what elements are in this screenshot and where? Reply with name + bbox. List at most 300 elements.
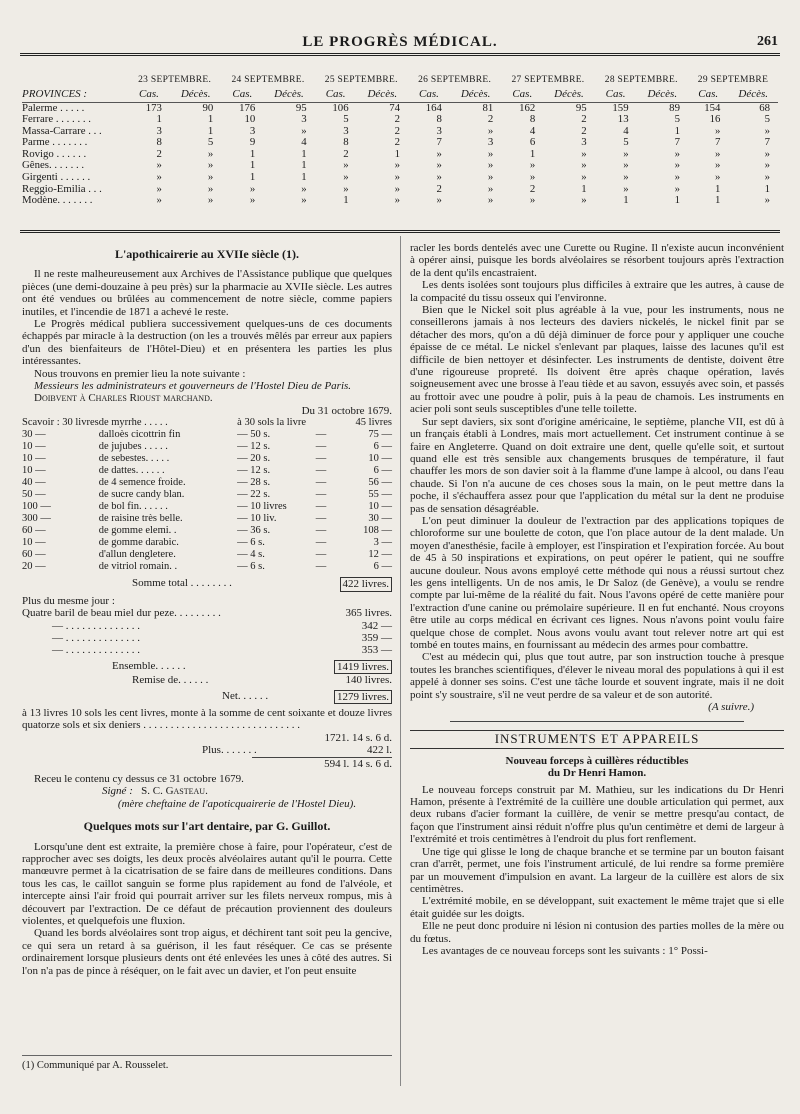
account-cell: — 6 s. [237, 561, 265, 573]
account-row [22, 441, 392, 453]
table-cell: 81 [482, 102, 494, 114]
paragraph: racler les bords dentelés avec une Curette ou Rugine. Il n'existe aucun inconvénient à opérer ainsi, puisque les bords alvéolaires se résorbent toujours après l'extraction de la dent qu'ils encastraient. [410, 242, 784, 279]
table-row [22, 195, 778, 207]
table-cell: 1 [207, 125, 214, 137]
table-cell: » [156, 183, 162, 195]
signe-label: Signé : [102, 785, 133, 798]
table-row [22, 184, 778, 196]
paragraph: Le nouveau forceps construit par M. Mathieu, sur les indications du Dr Henri Hamon, présente à l'extrémité de la cuillère une double articulation qui permet, aux deux rubans d'acier formant la cuillère, de venir se mettre presqu'au contact, de façon que l'instrument ainsi réduit n'offre plus qu'un centimètre et demi de largeur à l'extrémité et trois centimètres à l'endroit du plus fort renflement. [410, 783, 784, 846]
table-cell: 4 [529, 125, 536, 137]
net-value: 1279 livres. [334, 690, 392, 704]
account-row [22, 549, 392, 561]
paragraph: Doibvent à Charles Rioust marchand. [34, 392, 213, 405]
table-cell: » [581, 160, 587, 172]
table-cell: 2 [529, 183, 536, 195]
account-cell: de raisine très belle. [98, 513, 183, 525]
table-cell: 3 [436, 125, 442, 137]
table-cell: 4 [623, 125, 629, 137]
receipt-line: Receu le contenu cy dessus ce 31 octobre 1679. [34, 772, 244, 785]
table-cell: 8 [436, 114, 442, 126]
table-cell: » [343, 172, 349, 184]
account-cell: — [315, 513, 327, 525]
table-cell: » [207, 160, 214, 172]
table-cell: » [529, 195, 536, 207]
province-name: Gênes. . . . . . . [22, 160, 85, 172]
account-cell: de 4 semence froide. [98, 477, 186, 489]
epidemic-table [22, 74, 778, 207]
table-cell: » [623, 183, 629, 195]
table-cell: 106 [332, 102, 349, 114]
table-cell: 1 [764, 183, 770, 195]
table-cell: 1 [156, 114, 162, 126]
table-cell: » [581, 195, 587, 207]
article-title-dentaire: Quelques mots sur l'art dentaire, par G. Guillot. [83, 819, 331, 834]
miel-label: Quatre baril de beau miel dur peze. . . . . . . . . [22, 607, 221, 620]
table-cell: 164 [425, 102, 442, 114]
table-cell: 2 [156, 148, 162, 160]
remise-value: 140 livres. [345, 674, 392, 687]
amount-1: 1721. 14 s. 6 d. [324, 731, 392, 744]
account-cell: de vitriol romain. . [98, 561, 178, 573]
account-cell: 10 — [22, 537, 46, 549]
table-cell: 1 [301, 172, 307, 184]
account-cell: — 10 liv. [237, 513, 277, 525]
account-cell: 60 — [22, 549, 46, 561]
table-cell: 1 [301, 148, 307, 160]
table-cell: » [714, 160, 721, 172]
table-cell: 1 [249, 148, 256, 160]
table-cell: » [436, 195, 442, 207]
account-row [22, 561, 392, 573]
cas-header: Cas. [688, 88, 728, 102]
paragraph: Bien que le Nickel soit plus agréable à la vue, pour les instruments, nous ne conseillerons jamais à nos lecteurs des daviers nickelés, le nickel finit par se détacher des mors, qu'on a dû déjà diminuer de force pour y appliquer une couche épaisse de ce métal. Le nickel s'enlevant par plaques, laisse des lacunes qu'il est difficile de bien nettoyer et désinfecter. Les instruments de dentiste, doivent être d'une rigoureuse propreté. Ils doivent être après chaque opération, lavés soigneusement avec une brosse à l'eau tiède et au savon, essuyés avec soin, et passés au frottoir avec une poudre à polir, puis à la peau de chamois. Les instruments en acier poli sont seuls susceptibles d'une telle toilette. [410, 304, 784, 416]
account-cell [306, 417, 336, 429]
table-row [22, 160, 778, 172]
table-cell: 1 [674, 125, 680, 137]
forceps-title: Nouveau forceps à cuillères réductibles [505, 754, 689, 767]
date-header: 28 SEPTEMBRE. [604, 75, 678, 86]
account-cell: 45 livres [355, 417, 392, 429]
account-cell: 6 — [373, 465, 392, 477]
table-cell: » [623, 172, 629, 184]
account-cell: — 12 s. [237, 441, 271, 453]
province-name: Reggio-Emilia . . . [22, 183, 102, 195]
table-cell: 8 [156, 137, 162, 149]
plus-label: Plus du mesme jour : [22, 594, 115, 607]
paragraph: à 13 livres 10 sols les cent livres, monte à la somme de cent soixante et douze livres quatorze sols et six deniers . . . . . . . . . . . . . . . . . . . . . . . . . . . . . [22, 706, 392, 732]
account-table [22, 417, 392, 573]
table-cell: 1 [714, 183, 721, 195]
table-cell: » [529, 172, 536, 184]
dash-line: — . . . . . . . . . . . . . . [52, 644, 140, 657]
table-cell: » [394, 195, 400, 207]
paragraph: Nous trouvons en premier lieu la note suivante : [34, 367, 246, 380]
right-column [410, 242, 784, 957]
table-cell: » [714, 172, 721, 184]
table-cell: 3 [343, 125, 349, 137]
account-cell: — [315, 501, 327, 513]
table-cell: » [394, 183, 400, 195]
deces-header: Décès. [543, 88, 594, 102]
table-cell: 13 [617, 114, 629, 126]
table-cell: » [301, 183, 307, 195]
table-cell: 1 [714, 195, 721, 207]
table-cell: 3 [249, 125, 256, 137]
account-cell: — [315, 549, 327, 561]
account-cell: à 30 sols la livre [237, 417, 306, 429]
table-cell: 8 [343, 137, 349, 149]
account-cell: — [315, 441, 327, 453]
table-cell: 2 [394, 114, 400, 126]
table-cell: 1 [529, 148, 536, 160]
account-cell: de gomme elemi. . [98, 525, 177, 537]
page-header [20, 34, 780, 56]
account-cell: — 6 s. [237, 537, 265, 549]
table-cell: 1 [207, 114, 214, 126]
table-cell: » [764, 125, 770, 137]
account-row [22, 465, 392, 477]
table-row [22, 102, 778, 114]
table-cell: » [207, 148, 214, 160]
table-cell: 1 [394, 148, 400, 160]
table-cell: » [343, 160, 349, 172]
account-cell: de bol fin. . . . . . [98, 501, 168, 513]
account-cell: — [315, 489, 327, 501]
account-cell: — 36 s. [237, 525, 271, 537]
table-cell: 89 [669, 102, 680, 114]
forceps-author: du Dr Henri Hamon. [547, 767, 647, 780]
date-header: 26 SEPTEMBRE. [418, 75, 492, 86]
account-cell: — [315, 537, 327, 549]
table-cell: 2 [487, 114, 494, 126]
paragraph: Quand les bords alvéolaires sont trop aigus, et déchirent tant soit peu la gencive, ce qui sera un retard à sa guérison, il les faut réséquer. Ce cas se présente ordinairement lorsque plusieurs dents ont été enlevées les unes à côté des autres. Si l'on n'a pas de pince à réséquer, on le fait avec un davier, et l'on peut ensuite [22, 927, 392, 977]
paragraph: C'est au médecin qui, plus que tout autre, par son instruction touche à presque toutes les branches scientifiques, d'élever le niveau moral des populations à qui il est appelé à donner ses soins. C'est une tâche lourde et souvent ingrate, mais il ne doit point s'y soustraire, s'il ne veut perdre de sa valeur et de son autorité. [410, 651, 784, 701]
table-cell: 7 [674, 137, 680, 149]
table-cell: 1 [249, 160, 256, 172]
table-cell: 4 [301, 137, 307, 149]
article-title-apothicairerie: L'apothicairerie au XVIIe siècle (1). [114, 247, 300, 261]
account-cell: — [315, 525, 327, 537]
date-header: 29 SEPTEMBRE [697, 75, 769, 86]
signature-name: S. C. Gasteau. [141, 785, 208, 798]
table-cell: 7 [714, 137, 721, 149]
table-cell: 95 [575, 102, 587, 114]
deces-header: Décès. [450, 88, 501, 102]
table-cell: » [436, 148, 442, 160]
deces-header: Décès. [263, 88, 314, 102]
dash-line: — . . . . . . . . . . . . . . [52, 619, 140, 632]
table-cell: 2 [581, 114, 587, 126]
table-cell: 1 [301, 160, 307, 172]
table-cell: 2 [581, 125, 587, 137]
table-cell: » [714, 125, 721, 137]
table-cell: 8 [529, 114, 536, 126]
paragraph: Elle ne peut donc produire ni lésion ni contusion des parties molles de la mère ou du fœtus. [410, 920, 784, 945]
note-date: Du 31 octobre 1679. [301, 404, 392, 417]
table-cell: » [343, 183, 349, 195]
dash-line: — . . . . . . . . . . . . . . [52, 631, 140, 644]
date-header: 25 SEPTEMBRE. [324, 75, 398, 86]
account-row [22, 513, 392, 525]
table-cell: 1 [674, 195, 680, 207]
table-cell: » [623, 148, 629, 160]
account-row [22, 429, 392, 441]
table-cell: 2 [436, 183, 442, 195]
left-column [22, 242, 392, 977]
table-cell: 2 [394, 137, 400, 149]
account-row [22, 525, 392, 537]
table-cell: 1 [581, 183, 587, 195]
table-row [22, 126, 778, 138]
amount-total: 594 l. 14 s. 6 d. [252, 757, 392, 770]
table-row [22, 114, 778, 126]
cas-header: Cas. [408, 88, 450, 102]
table-row [22, 137, 778, 149]
a-suivre: (A suivre.) [708, 701, 754, 714]
cas-header: Cas. [221, 88, 263, 102]
table-cell: 159 [612, 102, 629, 114]
table-cell: » [674, 172, 680, 184]
table-cell: 2 [394, 125, 400, 137]
province-name: Ferrare . . . . . . . [22, 114, 91, 126]
table-cell: 90 [202, 102, 214, 114]
journal-title: LE PROGRÈS MÉDICAL. [302, 34, 498, 50]
table-cell: » [249, 183, 256, 195]
table-cell: » [156, 160, 162, 172]
table-cell: 10 [244, 114, 256, 126]
account-cell: Scavoir : 30 livres [22, 417, 99, 429]
table-cell: 9 [249, 137, 256, 149]
account-cell: 50 — [22, 489, 46, 501]
account-cell: dalloès cicottrin fin [98, 429, 181, 441]
account-cell: 300 — [22, 513, 51, 525]
table-cell: 74 [389, 102, 400, 114]
table-cell: » [581, 148, 587, 160]
account-cell: 3 — [373, 537, 392, 549]
province-name: Girgenti . . . . . . [22, 172, 91, 184]
table-cell: 1 [623, 195, 629, 207]
table-cell: » [301, 125, 307, 137]
table-cell: » [764, 148, 770, 160]
cas-header: Cas. [315, 88, 357, 102]
table-cell: 5 [207, 137, 214, 149]
account-cell: 20 — [22, 561, 46, 573]
account-row [22, 417, 392, 429]
account-cell: 10 — [22, 453, 46, 465]
page-number: 261 [757, 34, 778, 49]
date-header: 24 SEPTEMBRE. [231, 75, 305, 86]
account-cell: 10 — [368, 501, 392, 513]
table-cell: » [623, 160, 629, 172]
province-name: Rovigo . . . . . . [22, 148, 87, 160]
cas-header: Cas. [128, 88, 170, 102]
account-cell: 30 — [22, 429, 46, 441]
account-cell: — 28 s. [237, 477, 271, 489]
net-label: Net. . . . . . [222, 689, 269, 702]
paragraph: Messieurs les administrateurs et gouverneurs de l'Hostel Dieu de Paris. [34, 380, 352, 393]
table-cell: » [394, 160, 400, 172]
paragraph: Il ne reste malheureusement aux Archives de l'Assistance publique que quelques pièces (une demi-douzaine à peu près) sur la pharmacie au XVIIe siècle. Les autres ont été vendues ou brûlées au commencement de notre siècle, comme papiers inutiles, et l'incendie de 1871 a achevé le reste. [22, 268, 392, 318]
account-row [22, 501, 392, 513]
ensemble-label: Ensemble. . . . . . [112, 659, 186, 672]
table-cell: » [581, 172, 587, 184]
account-row [22, 537, 392, 549]
table-cell: » [487, 160, 494, 172]
deces-header: Décès. [357, 88, 408, 102]
table-cell: 176 [239, 102, 256, 114]
table-cell: » [156, 195, 162, 207]
miel-value: 353 — [361, 644, 392, 657]
paragraph: Une tige qui glisse le long de chaque branche et se termine par un bouton faisant cran d'arrêt, permet, une fois l'instrument articulé, de lui rendre sa forme première par un mouvement d'impulsion en avant. La largeur de la cuillère est alors de six centimètres. [410, 845, 784, 895]
account-cell: de myrrhe . . . . . [98, 417, 168, 429]
table-cell: 173 [145, 102, 162, 114]
account-cell: 6 — [373, 561, 392, 573]
table-cell: 95 [295, 102, 307, 114]
table-cell: » [207, 195, 214, 207]
date-header: 27 SEPTEMBRE. [511, 75, 585, 86]
account-cell: 10 — [368, 453, 392, 465]
account-cell: — 22 s. [237, 489, 271, 501]
deces-header: Décès. [170, 88, 221, 102]
table-cell: 5 [764, 114, 770, 126]
paragraph: Lorsqu'une dent est extraite, la première chose à faire, pour l'opérateur, c'est de rapprocher avec ses doigts, les deux procès alvéolaires autant qu'il le pourra. Cette manœuvre permet à la cicatrisation de se faire dans de meilleures conditions. Dans tous les cas, le caillot sanguin se forme plus rapidement au fond de l'alvéole, et intercepte ainsi l'air froid qui pourrait arriver sur les filets nerveux rompus, mis à découvert par l'extraction. De ce défaut de précaution proviennent des douleurs violentes, et quelquefois une fluxion. [22, 840, 392, 928]
somme-value: 422 livres. [340, 577, 392, 591]
table-cell: » [764, 172, 770, 184]
account-cell: — [315, 477, 327, 489]
account-cell: d'allun dengletere. [98, 549, 176, 561]
account-cell: — [315, 429, 327, 441]
table-cell: 154 [704, 102, 721, 114]
footnote: (1) Communiqué par A. Rousselet. [22, 1055, 392, 1071]
account-cell: — 50 s. [237, 429, 271, 441]
table-cell: » [487, 172, 494, 184]
table-cell: 2 [343, 148, 349, 160]
table-cell: 3 [581, 137, 587, 149]
table-cell: 1 [343, 195, 349, 207]
remise-label: Remise de. . . . . . [132, 674, 209, 687]
account-cell: — [315, 561, 327, 573]
account-cell: 10 — [22, 465, 46, 477]
account-row [22, 453, 392, 465]
table-cell: 3 [301, 114, 307, 126]
account-cell: 30 — [368, 513, 392, 525]
miel-value: 359 — [361, 631, 392, 644]
section-title: INSTRUMENTS ET APPAREILS [410, 730, 784, 748]
table-cell: » [487, 148, 494, 160]
table-cell: 3 [487, 137, 494, 149]
table-cell: » [487, 195, 494, 207]
table-row [22, 149, 778, 161]
account-cell: 10 — [22, 441, 46, 453]
amount-2: 422 l. [366, 744, 392, 757]
table-cell: 68 [759, 102, 770, 114]
table-cell: 5 [343, 114, 349, 126]
province-name: Massa-Carrare . . . [22, 125, 102, 137]
miel-value: 365 livres. [345, 607, 392, 620]
signature-role: (mère cheftaine de l'apoticquairerie de l'Hostel Dieu). [117, 797, 357, 810]
account-cell: 55 — [368, 489, 392, 501]
table-cell: » [436, 160, 442, 172]
table-cell: » [436, 172, 442, 184]
paragraph: Les avantages de ce nouveau forceps sont les suivants : 1° Possi- [422, 944, 708, 957]
miel-value: 342 — [361, 619, 392, 632]
somme-label: Somme total . . . . . . . . [132, 577, 232, 590]
table-cell: » [207, 172, 214, 184]
account-cell: de jujubes . . . . . [98, 441, 168, 453]
table-cell: 3 [156, 125, 162, 137]
table-cell: » [156, 172, 162, 184]
account-cell: 60 — [22, 525, 46, 537]
table-cell: » [487, 125, 494, 137]
deces-header: Décès. [637, 88, 688, 102]
table-cell: 7 [436, 137, 442, 149]
account-cell: de dattes. . . . . . [98, 465, 165, 477]
table-cell: » [301, 195, 307, 207]
table-cell: » [674, 160, 680, 172]
table-cell: 162 [519, 102, 536, 114]
paragraph: L'on peut diminuer la douleur de l'extraction par des applications topiques de chloroforme sur une boulette de coton, que l'on place autour de la dent malade. Un moyen d'anesthésie, facile à employer, est l'inspiration et l'expiration forcée. Au bout de 45 à 50 inspirations et expirations, on peut opérer le patient, qui ne souffre aucune douleur. Nous avons employé cette méthode qui nous a réussi surtout chez les gens intelligents. Un de nos amis, le Dr Saloz (de Genève), a voulu se rendre compte par lui-même de la réalité du fait. Nous l'avons opéré de cette manière pour l'extraction d'une canine ou prémolaire supérieure. Il en fut enchanté. Nous croyons être utile au corps médical en écrivant ces lignes. Nous n'avons point voulu faire quelque chose de complet. Nous avons voulu avant tout relever notre art qui est tombé en toutes mains, en fournissant au médecin des armes pour combattre. [410, 514, 784, 651]
account-cell: 40 — [22, 477, 46, 489]
table-cell: 5 [674, 114, 680, 126]
table-cell: 16 [709, 114, 721, 126]
table-cell: » [394, 172, 400, 184]
table-cell: » [674, 148, 680, 160]
table-cell: 1 [249, 172, 256, 184]
account-cell: de sucre candy blan. [98, 489, 185, 501]
account-cell: de sebestes. . . . . [98, 453, 170, 465]
account-cell: de gomme darabic. [98, 537, 179, 549]
table-cell: » [249, 195, 256, 207]
cas-header: Cas. [501, 88, 543, 102]
paragraph: Le Progrès médical publiera successivement quelques-uns de ces documents échappés par miracle à la destruction (on les a trouvés mêlés par erreur aux papiers d'un des bienfaiteurs de l'Hôtel-Dieu) et en présentera les parties les plus intéressantes. [22, 318, 392, 368]
account-cell: 75 — [368, 429, 392, 441]
table-cell: » [207, 183, 214, 195]
paragraph: Les dents isolées sont toujours plus difficiles à extraire que les autres, à cause de la compacité du tissu osseux qui l'environne. [410, 279, 784, 304]
account-cell: — [315, 453, 327, 465]
account-cell: 6 — [373, 441, 392, 453]
table-cell: » [714, 148, 721, 160]
province-name: Parme . . . . . . . [22, 137, 88, 149]
province-name: Palerme . . . . . [22, 102, 85, 114]
cas-header: Cas. [595, 88, 637, 102]
table-cell: » [764, 195, 770, 207]
table-cell: » [529, 160, 536, 172]
account-cell: 56 — [368, 477, 392, 489]
table-cell: » [764, 160, 770, 172]
table-cell: 5 [623, 137, 629, 149]
account-cell: 108 — [363, 525, 392, 537]
account-row [22, 477, 392, 489]
deces-header: Décès. [728, 88, 778, 102]
account-cell: — 4 s. [237, 549, 265, 561]
table-row [22, 172, 778, 184]
account-cell: — 20 s. [237, 453, 271, 465]
table-cell: » [487, 183, 494, 195]
table-cell: 7 [764, 137, 770, 149]
table-cell: » [674, 183, 680, 195]
account-cell: — 12 s. [237, 465, 271, 477]
account-row [22, 489, 392, 501]
paragraph: L'extrémité mobile, en se développant, suit exactement le même trajet que si elle était guidée sur les doigts. [410, 895, 784, 920]
account-cell: — 10 livres [237, 501, 287, 513]
table-cell: 6 [529, 137, 536, 149]
account-cell: — [315, 465, 327, 477]
province-name: Modène. . . . . . . [22, 195, 93, 207]
paragraph: Sur sept daviers, six sont d'origine américaine, le septième, planche VII, est dû à un français établi à Londres, mais mort actuellement. Cet instrument continue à se faire en Angleterre. Quand on doit extraire une dent, quelle qu'elle soit, et surtout quand elle est très sensible aux changements brusques de température, il faut chauffer les mors de son davier soit à la flamme d'une lampe à alcool, ou dans l'eau chaude. Si l'on n'a aucune de ces choses sous la main, on le peut mettre dans la poche, il s'échauffera assez pour que l'application du métal sur la dent ne produise pas de sensation désagréable. [410, 415, 784, 515]
provinces-label: PROVINCES : [22, 88, 128, 102]
plus-total-label: Plus. . . . . . . [202, 744, 257, 757]
account-cell: 12 — [368, 549, 392, 561]
